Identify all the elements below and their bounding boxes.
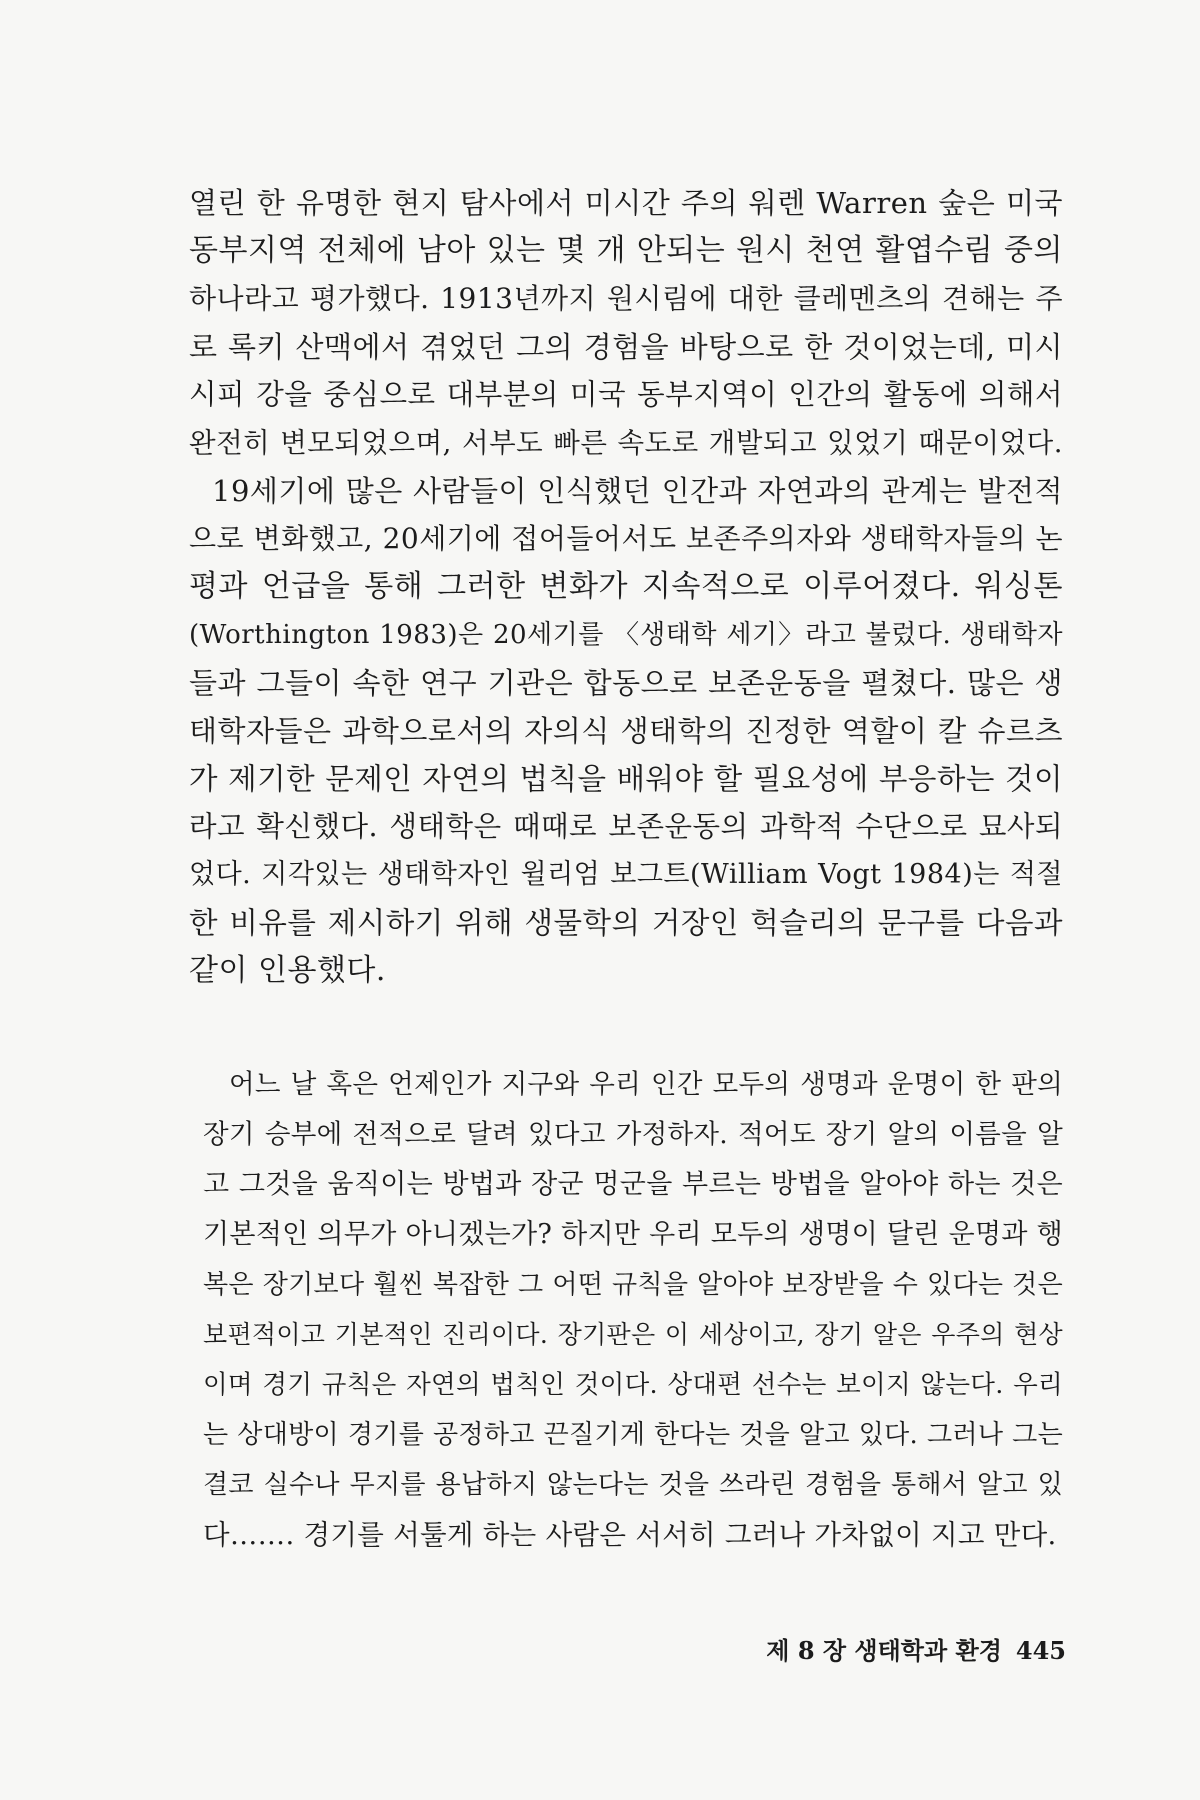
text-line: 같이 인용했다. xyxy=(189,953,386,988)
quote-line: 어느 날 혹은 언제인가 지구와 우리 인간 모두의 생명과 운명이 한 판의 xyxy=(229,1069,1063,1100)
quote-line: 결코 실수나 무지를 용납하지 않는다는 것을 쓰라린 경험을 통해서 알고 있 xyxy=(203,1470,1063,1500)
quote-line: 고 그것을 움직이는 방법과 장군 멍군을 부르는 방법을 알아야 하는 것은 xyxy=(203,1169,1063,1200)
quote-line: 장기 승부에 전적으로 달려 있다고 가정하자. 적어도 장기 알의 이름을 알 xyxy=(203,1119,1063,1150)
text-line: 가 제기한 문제인 자연의 법칙을 배워야 할 필요성에 부응하는 것이 xyxy=(189,762,1063,796)
text-line: 로 록키 산맥에서 겪었던 그의 경험을 바탕으로 한 것이었는데, 미시 xyxy=(189,330,1063,364)
text-line: 완전히 변모되었으며, 서부도 빠른 속도로 개발되고 있었기 때문이었다. xyxy=(189,427,1063,459)
quote-line: 기본적인 의무가 아니겠는가? 하지만 우리 모두의 생명이 달린 운명과 행 xyxy=(203,1219,1063,1250)
quote-line: 복은 장기보다 훨씬 복잡한 그 어떤 규칙을 알아야 보장받을 수 있다는 것은 xyxy=(203,1270,1063,1300)
page-number: 445 xyxy=(1015,1636,1066,1665)
text-line: 한 비유를 제시하기 위해 생물학의 거장인 헉슬리의 문구를 다음과 xyxy=(189,906,1063,940)
text-line: 들과 그들이 속한 연구 기관은 합동으로 보존운동을 펼쳤다. 많은 생 xyxy=(189,666,1063,700)
text-line: 하나라고 평가했다. 1913년까지 원시림에 대한 클레멘츠의 견해는 주 xyxy=(189,282,1063,315)
chapter-title: 제 8 장 생태학과 환경 xyxy=(766,1636,1002,1665)
text-line: (Worthington 1983)은 20세기를 〈생태학 세기〉라고 불렀다. 생태학자 xyxy=(189,620,1063,650)
text-line: 라고 확신했다. 생태학은 때때로 보존운동의 과학적 수단으로 묘사되 xyxy=(189,810,1063,843)
quote-line: 보편적이고 기본적인 진리이다. 장기판은 이 세상이고, 장기 알은 우주의 현상 xyxy=(203,1320,1063,1349)
quote-line: 는 상대방이 경기를 공정하고 끈질기게 한다는 것을 알고 있다. 그러나 그는 xyxy=(203,1420,1063,1450)
text-line: 태학자들은 과학으로서의 자의식 생태학의 진정한 역할이 칼 슈르츠 xyxy=(189,714,1063,748)
text-line: 열린 한 유명한 현지 탐사에서 미시간 주의 워렌 Warren 숲은 미국 xyxy=(189,186,1063,220)
text-line: 동부지역 전체에 남아 있는 몇 개 안되는 원시 천연 활엽수림 중의 xyxy=(189,233,1063,268)
text-line: 평과 언급을 통해 그러한 변화가 지속적으로 이루어졌다. 워싱톤 xyxy=(189,569,1063,604)
text-line: 시피 강을 중심으로 대부분의 미국 동부지역이 인간의 활동에 의해서 xyxy=(189,378,1063,411)
text-line: 으로 변화했고, 20세기에 접어들어서도 보존주의자와 생태학자들의 논 xyxy=(189,522,1063,555)
text-line: 19세기에 많은 사람들이 인식했던 인간과 자연과의 관계는 발전적 xyxy=(212,474,1063,508)
quote-line: 이며 경기 규칙은 자연의 법칙인 것이다. 상대편 선수는 보이지 않는다. 우리 xyxy=(203,1370,1063,1400)
quote-line: 다……. 경기를 서툴게 하는 사람은 서서히 그러나 가차없이 지고 만다. xyxy=(203,1519,1057,1551)
page-footer xyxy=(766,1634,1066,1668)
text-line: 었다. 지각있는 생태학자인 윌리엄 보그트(William Vogt 1984)는 적절 xyxy=(189,859,1063,890)
